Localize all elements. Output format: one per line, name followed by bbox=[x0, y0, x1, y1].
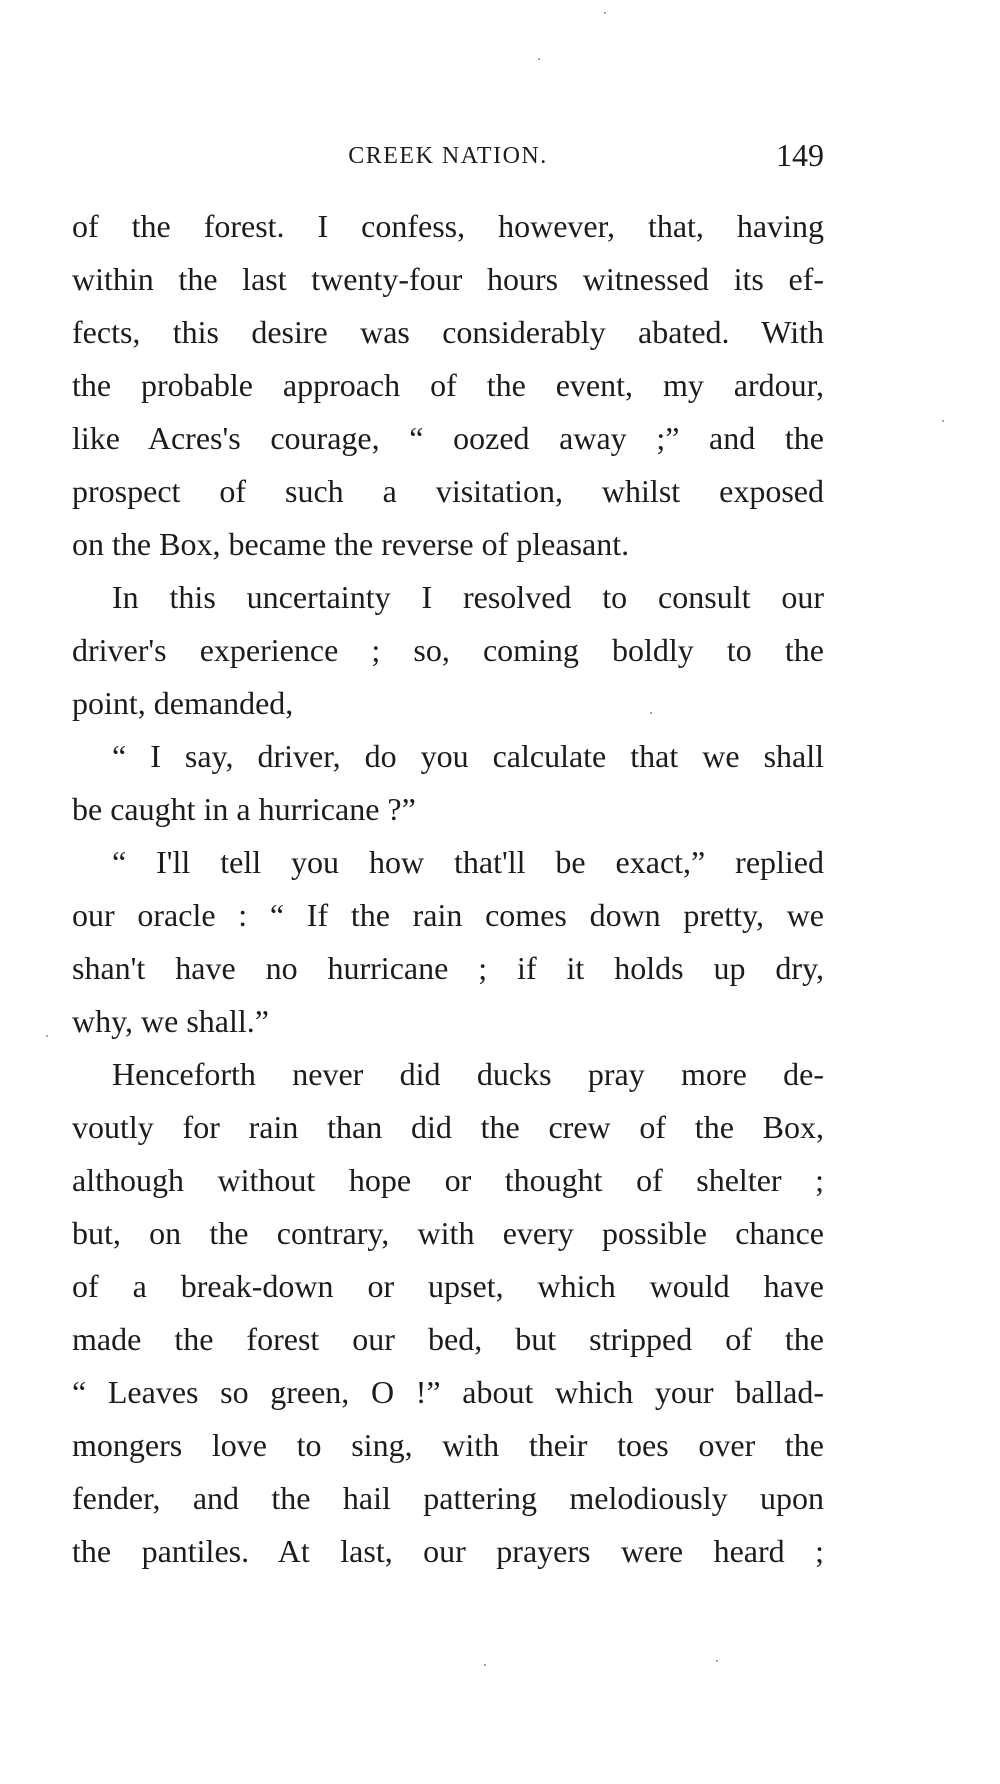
text-line: the pantiles. At last, our prayers were heard ; bbox=[72, 1533, 824, 1569]
text-line: our oracle : “ If the rain comes down pretty, we bbox=[72, 897, 824, 933]
text-line: although without hope or thought of shelter ; bbox=[72, 1162, 824, 1198]
text-line: the probable approach of the event, my ardour, bbox=[72, 367, 824, 403]
body-text bbox=[72, 200, 824, 1578]
running-head bbox=[72, 137, 824, 177]
text-line: driver's experience ; so, coming boldly to the bbox=[72, 632, 824, 668]
paper-speck bbox=[46, 1035, 48, 1037]
text-line: voutly for rain than did the crew of the Box, bbox=[72, 1109, 824, 1145]
text-line: “ Leaves so green, O !” about which your ballad- bbox=[72, 1374, 824, 1410]
paper-speck bbox=[538, 58, 540, 60]
text-line: of the forest. I confess, however, that, having bbox=[72, 208, 824, 244]
text-line: within the last twenty-four hours witnessed its ef- bbox=[72, 261, 824, 297]
text-line: on the Box, became the reverse of pleasant. bbox=[72, 526, 630, 562]
text-line: be caught in a hurricane ?” bbox=[72, 791, 416, 827]
text-line: shan't have no hurricane ; if it holds up dry, bbox=[72, 950, 824, 986]
paper-speck bbox=[716, 1660, 718, 1662]
paragraph bbox=[72, 730, 824, 836]
text-line: fender, and the hail pattering melodiously upon bbox=[72, 1480, 824, 1516]
text-line: why, we shall.” bbox=[72, 1003, 269, 1039]
text-line: of a break-down or upset, which would have bbox=[72, 1268, 824, 1304]
paper-speck bbox=[650, 712, 652, 714]
page-number: 149 bbox=[776, 137, 824, 173]
text-line: but, on the contrary, with every possible chance bbox=[72, 1215, 824, 1251]
paper-speck bbox=[942, 420, 944, 422]
text-line: Henceforth never did ducks pray more de- bbox=[112, 1056, 824, 1092]
paragraph bbox=[72, 200, 824, 571]
text-line: “ I'll tell you how that'll be exact,” replied bbox=[112, 844, 824, 880]
paragraph bbox=[72, 1048, 824, 1578]
text-line: point, demanded, bbox=[72, 685, 294, 721]
text-line: fects, this desire was considerably abated. With bbox=[72, 314, 824, 350]
text-line: like Acres's courage, “ oozed away ;” and the bbox=[72, 420, 824, 456]
paper-speck bbox=[484, 1664, 486, 1666]
text-line: In this uncertainty I resolved to consult our bbox=[112, 579, 824, 615]
paper-speck bbox=[604, 12, 606, 14]
text-line: prospect of such a visitation, whilst exposed bbox=[72, 473, 824, 509]
paragraph bbox=[72, 571, 824, 730]
text-line: made the forest our bed, but stripped of the bbox=[72, 1321, 824, 1357]
paragraph bbox=[72, 836, 824, 1048]
text-line: mongers love to sing, with their toes over the bbox=[72, 1427, 824, 1463]
running-title: CREEK NATION. bbox=[348, 143, 548, 169]
text-line: “ I say, driver, do you calculate that we shall bbox=[112, 738, 824, 774]
